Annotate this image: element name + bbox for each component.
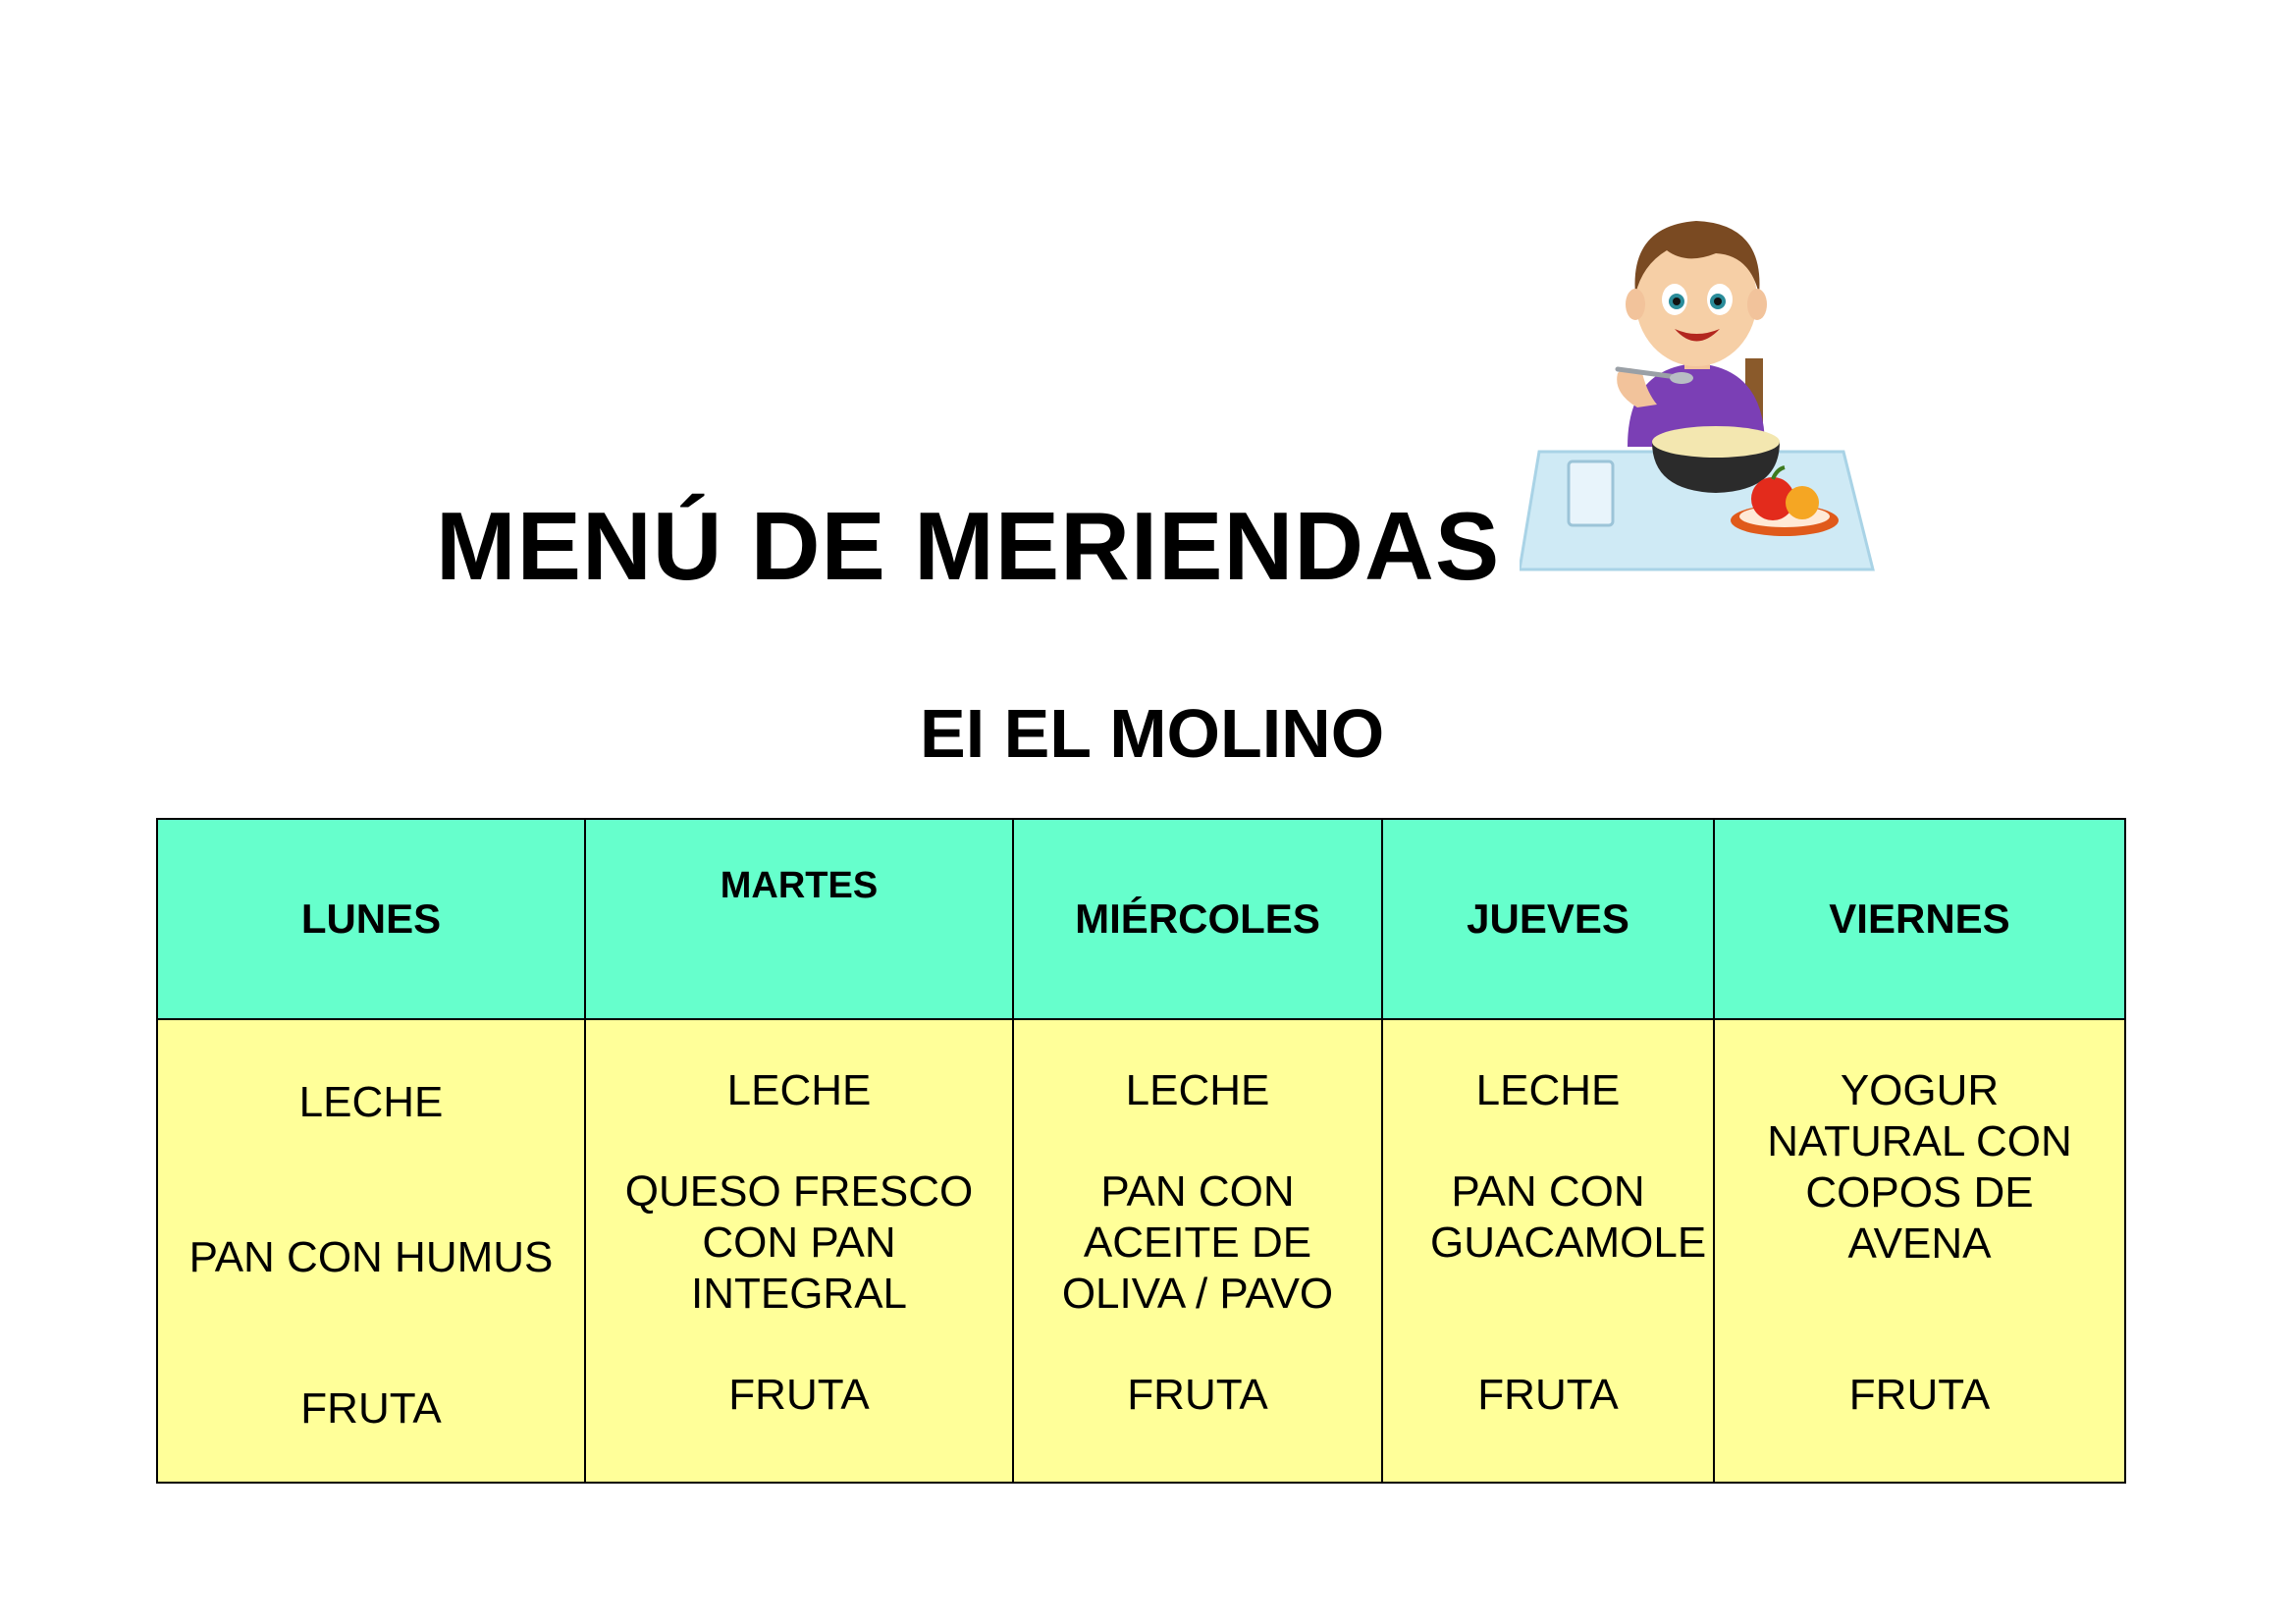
cell-miercoles	[1013, 1019, 1382, 1483]
menu-item-fruit: FRUTA	[728, 1371, 870, 1419]
menu-item-main: PAN CON GUACAMOLE	[1430, 1167, 1707, 1267]
header-jueves: JUEVES	[1382, 819, 1714, 1019]
page-title: MENÚ DE MERIENDAS	[436, 492, 1501, 600]
menu-item-fruit: FRUTA	[300, 1384, 442, 1433]
table-header-row	[157, 819, 2125, 1019]
menu-item-milk: LECHE	[726, 1066, 872, 1114]
menu-item-main: PAN CON ACEITE DE OLIVA / PAVO	[1061, 1167, 1334, 1318]
header-martes: MARTES	[585, 819, 1013, 1019]
cell-lunes	[157, 1019, 585, 1483]
menu-item-fruit: FRUTA	[1848, 1371, 1991, 1419]
header-lunes: LUNES	[157, 819, 585, 1019]
cell-jueves	[1382, 1019, 1714, 1483]
menu-item-fruit: FRUTA	[1477, 1371, 1619, 1419]
header-viernes: VIERNES	[1714, 819, 2125, 1019]
menu-item-fruit: FRUTA	[1127, 1371, 1268, 1419]
snack-menu-table	[156, 818, 2126, 1484]
header-miercoles: MIÉRCOLES	[1013, 819, 1382, 1019]
menu-item-milk: LECHE	[298, 1078, 444, 1126]
menu-item-main: QUESO FRESCO CON PAN INTEGRAL	[624, 1167, 974, 1318]
table-row	[157, 1019, 2125, 1483]
cell-viernes	[1714, 1019, 2125, 1483]
cell-martes	[585, 1019, 1013, 1483]
menu-item-milk: LECHE	[1475, 1066, 1621, 1114]
school-name: EI EL MOLINO	[920, 695, 1385, 772]
child-eating-illustration	[1520, 196, 1893, 589]
menu-item-main: PAN CON HUMUS	[188, 1233, 554, 1281]
menu-item-main: YOGUR NATURAL CON COPOS DE AVENA	[1767, 1066, 2072, 1268]
menu-item-milk: LECHE	[1125, 1066, 1270, 1114]
